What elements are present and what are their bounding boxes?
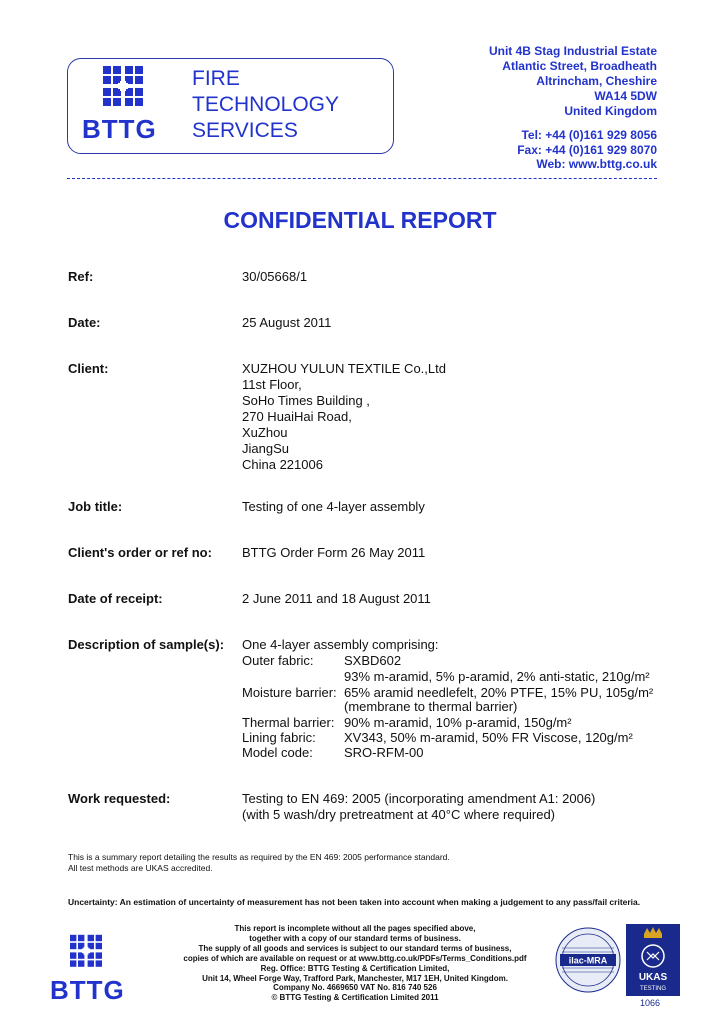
header-divider: [67, 178, 657, 179]
order-value: BTTG Order Form 26 May 2011: [242, 545, 426, 560]
bttg-logo-grid-icon: [103, 66, 143, 114]
order-label: Client's order or ref no:: [68, 545, 212, 560]
svg-text:ilac-MRA: ilac-MRA: [568, 955, 608, 966]
description-row: Outer fabric: SXBD602: [242, 653, 402, 668]
company-contact: Tel: +44 (0)161 929 8056 Fax: +44 (0)161 929 8070 Web: www.bttg.co.uk: [517, 128, 657, 171]
date-value: 25 August 2011: [242, 315, 332, 330]
description-row: Model code: SRO-RFM-00: [242, 745, 424, 760]
report-title: CONFIDENTIAL REPORT: [223, 207, 497, 233]
description-row: Lining fabric: XV343, 50% m-aramid, 50% FR Viscose, 120g/m²: [242, 730, 633, 745]
description-intro: One 4-layer assembly comprising:: [242, 637, 439, 652]
logo-title: FIRE TECHNOLOGY SERVICES: [192, 67, 340, 142]
receipt-label: Date of receipt:: [68, 591, 163, 606]
ilac-mra-logo-icon: [554, 926, 622, 994]
ukas-number: 1066: [640, 998, 661, 1008]
description-row: Moisture barrier: 65% aramid needlefelt, 20% PTFE, 15% PU, 105g/m²: [242, 685, 654, 700]
uncertainty-note: Uncertainty: An estimation of uncertainty of measurement has not been taken into account when making a judgement to any pass/fail criteria.: [68, 897, 641, 907]
bttg-footer-logo-grid-icon: [70, 934, 102, 974]
job-title-label: Job title:: [68, 499, 123, 514]
footer-logo-text: BTTG: [50, 975, 125, 1005]
footer-legal-text: This report is incomplete without all the pages specified above, together with a copy of our standard terms of business. The supply of all goods and services is subject to our standard terms of business, copies of which are available on request or at www.bttg.co.uk/PDFs/Terms_Conditions.pdf Reg. Office: BTTG Testing & Certification Limited, Unit 14, Wheel Forge Way, Trafford Park, Manchester, M17 1EH, United Kingdom. Company No. 4669650 VAT No. 816 740 526 © BTTG Testing & Certification Limited 2011: [183, 924, 527, 1003]
svg-text:UKAS: UKAS: [638, 972, 668, 983]
work-requested-value: Testing to EN 469: 2005 (incorporating amendment A1: 2006) (with 5 wash/dry pretreatment at 40°C where required): [242, 791, 596, 822]
logo-text: BTTG: [82, 114, 157, 144]
date-label: Date:: [68, 315, 101, 330]
job-title-value: Testing of one 4-layer assembly: [242, 499, 425, 514]
work-requested-label: Work requested:: [68, 791, 171, 806]
ukas-crown-icon: [626, 924, 680, 996]
ref-label: Ref:: [68, 269, 94, 284]
description-row: Thermal barrier: 90% m-aramid, 10% p-aramid, 150g/m²: [242, 715, 572, 730]
summary-note: This is a summary report detailing the results as required by the EN 469: 2005 performance standard. All test methods are UKAS accredited.: [68, 852, 450, 873]
description-row: 93% m-aramid, 5% p-aramid, 2% anti-static, 210g/m²: [344, 669, 650, 684]
description-row: (membrane to thermal barrier): [344, 699, 518, 714]
description-label: Description of sample(s):: [68, 637, 225, 652]
client-address: XUZHOU YULUN TEXTILE Co.,Ltd 11st Floor, SoHo Times Building , 270 HuaiHai Road, XuZhou JiangSu China 221006: [242, 361, 446, 472]
svg-text:TESTING: TESTING: [639, 986, 667, 992]
receipt-value: 2 June 2011 and 18 August 2011: [242, 591, 431, 606]
ukas-logo: [626, 924, 680, 996]
client-label: Client:: [68, 361, 109, 376]
company-address: Unit 4B Stag Industrial Estate Atlantic Street, Broadheath Altrincham, Cheshire WA14 5DW United Kingdom: [488, 44, 657, 118]
ref-value: 30/05668/1: [242, 269, 308, 284]
